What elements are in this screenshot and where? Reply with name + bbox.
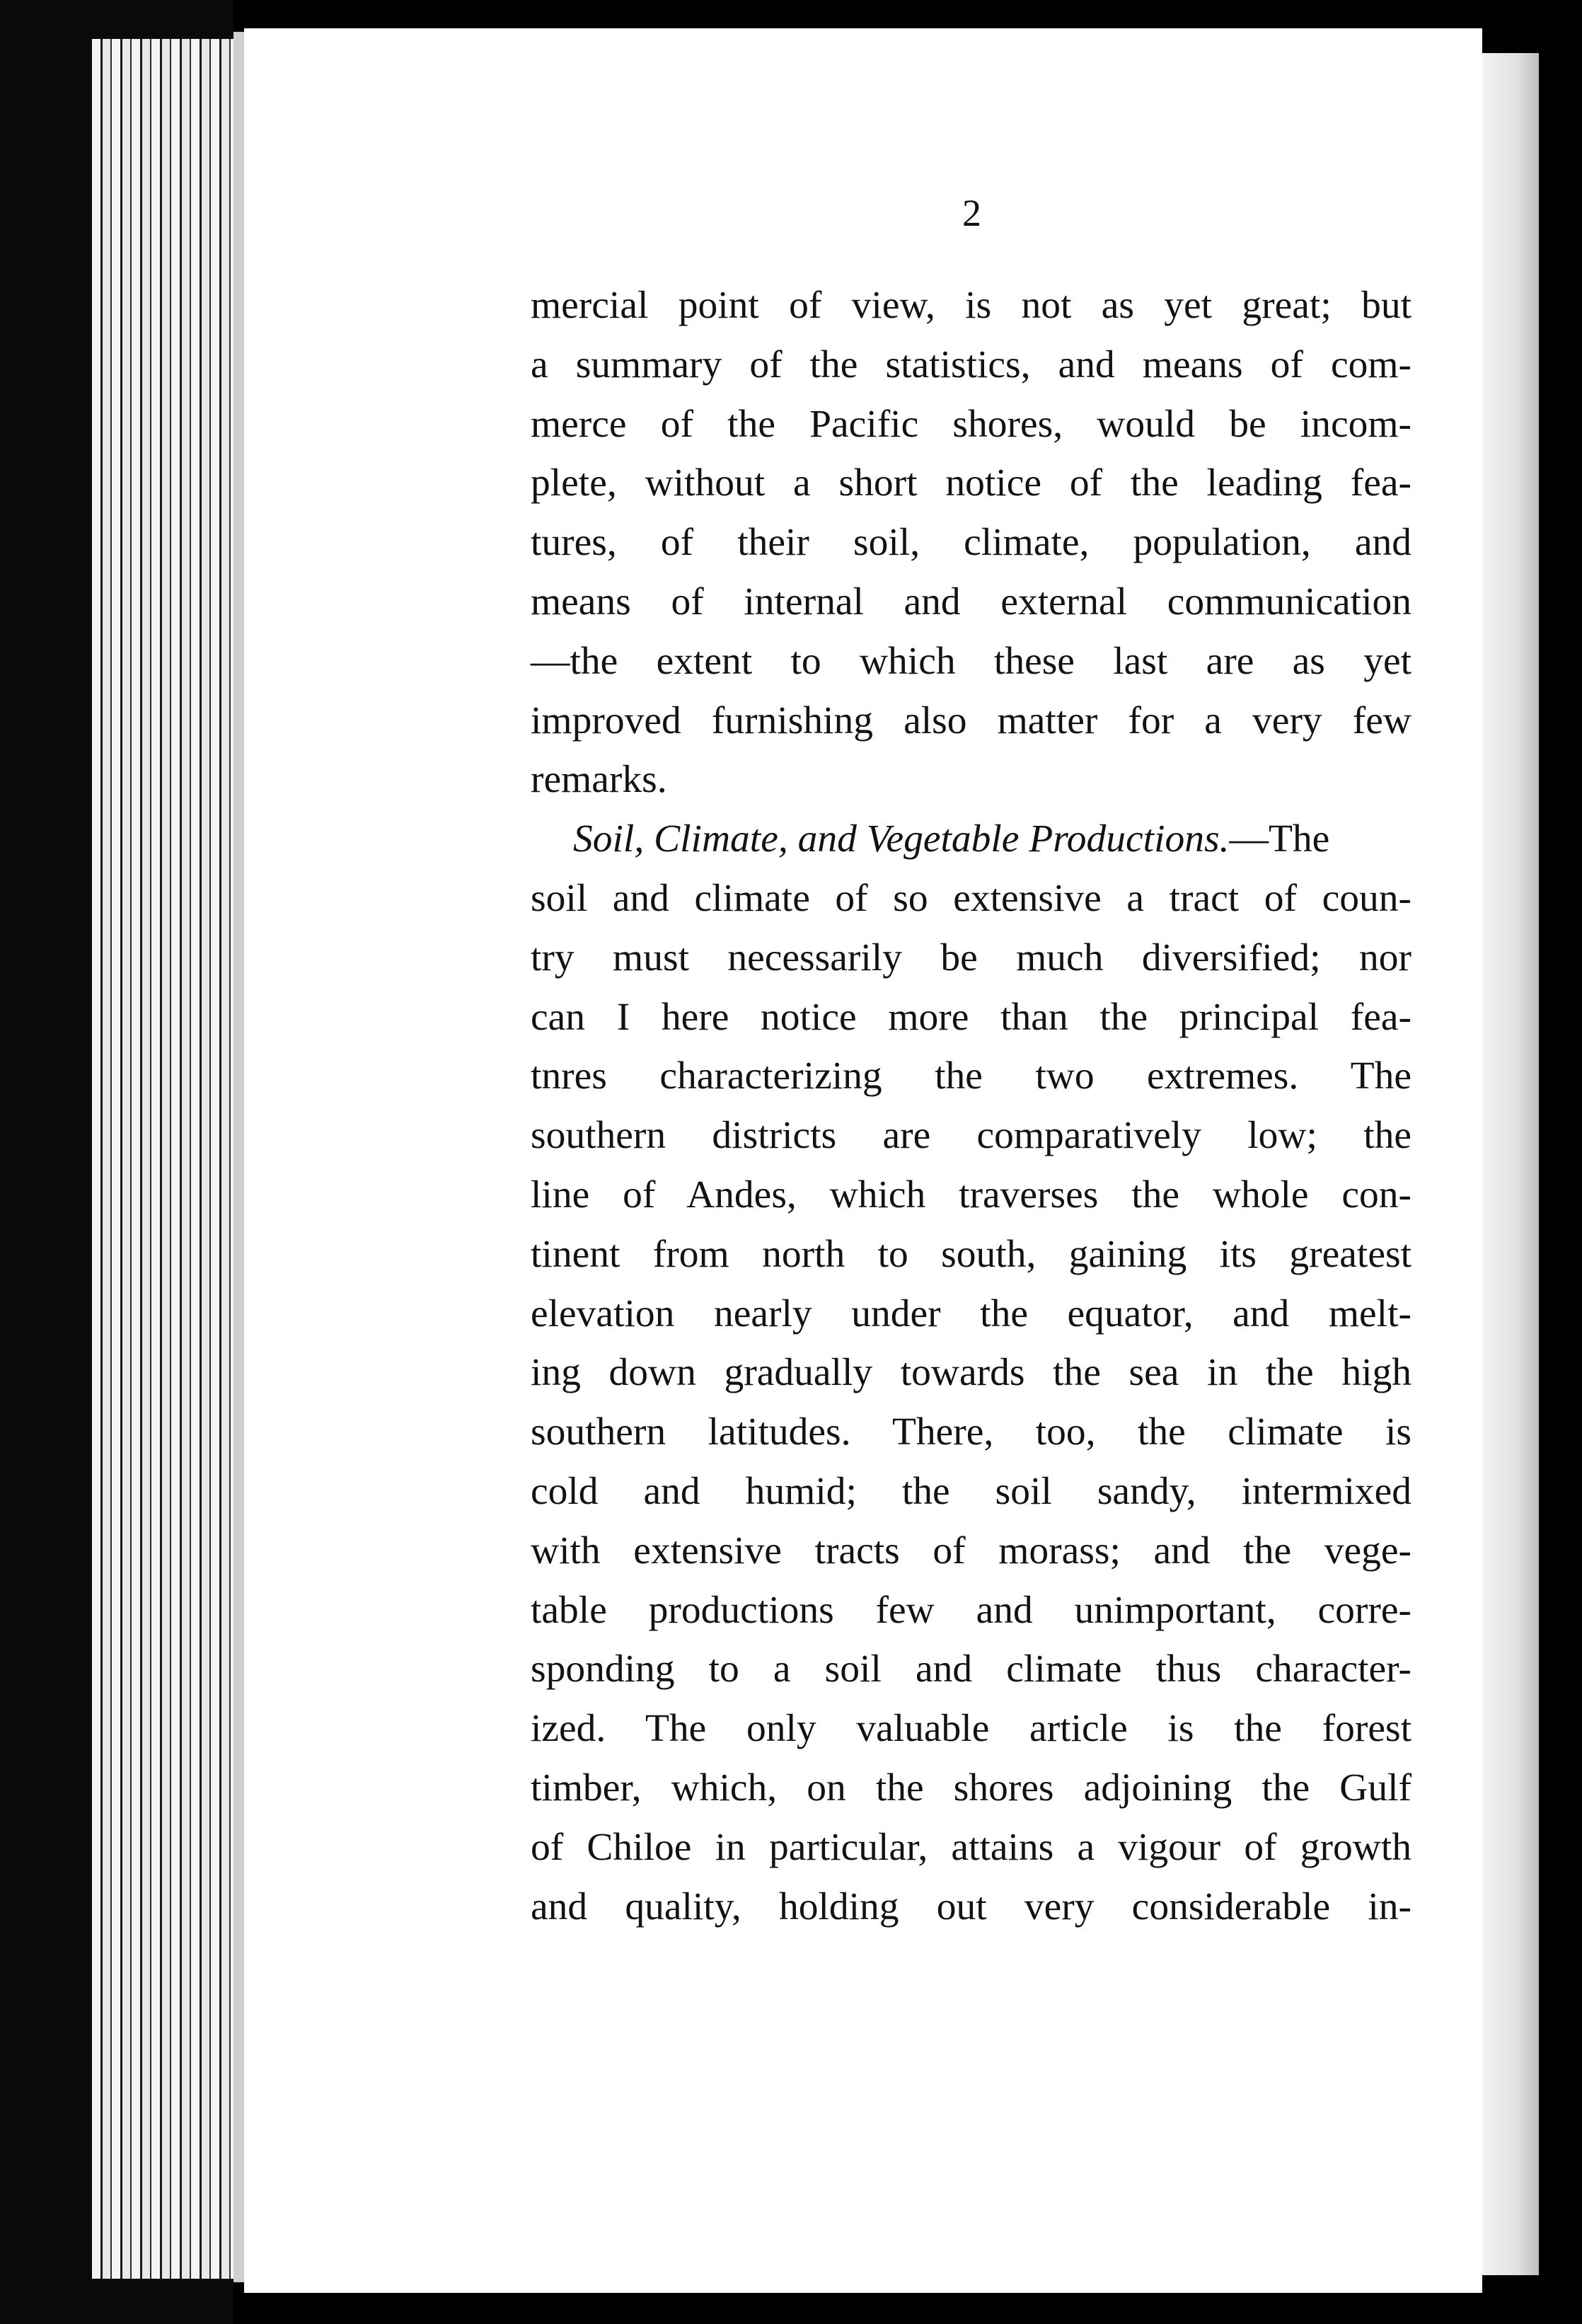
text-line: ing down gradually towards the sea in the high	[531, 1351, 1411, 1395]
section-heading-line	[531, 810, 1411, 869]
text-line: tinent from north to south, gaining its greatest	[531, 1232, 1411, 1276]
text-line: can I here notice more than the principal fea-	[531, 995, 1411, 1039]
text-line: —the extent to which these last are as yet	[531, 639, 1411, 683]
text-line: and quality, holding out very considerable in-	[531, 1885, 1411, 1928]
text-line: plete, without a short notice of the leading fea-	[531, 461, 1411, 505]
text-line: with extensive tracts of morass; and the vege-	[531, 1529, 1411, 1572]
text-line: soil and climate of so extensive a tract of coun-	[531, 876, 1411, 920]
next-page-edge	[1482, 53, 1539, 2275]
text-line: improved furnishing also matter for a very few	[531, 698, 1411, 742]
text-line: ized. The only valuable article is the forest	[531, 1707, 1411, 1751]
text-line: sponding to a soil and climate thus character-	[531, 1647, 1411, 1691]
text-line: merce of the Pacific shores, would be incom-	[531, 402, 1411, 446]
page-number: 2	[962, 192, 981, 234]
text-line: elevation nearly under the equator, and melt-	[531, 1292, 1411, 1335]
section-heading: Soil, Climate, and Vegetable Productions.	[573, 817, 1230, 861]
text-line: line of Andes, which traverses the whole con-	[531, 1173, 1411, 1216]
page-text	[531, 276, 1411, 1936]
text-line: cold and humid; the soil sandy, intermixed	[531, 1469, 1411, 1513]
text-line: timber, which, on the shores adjoining the Gulf	[531, 1766, 1411, 1810]
text-line: of Chiloe in particular, attains a vigour of growth	[531, 1825, 1411, 1869]
text-line: table productions few and unimportant, corre-	[531, 1588, 1411, 1632]
heading-continuation: —The	[1229, 817, 1330, 861]
text-line: remarks.	[531, 758, 667, 802]
text-line: means of internal and external communication	[531, 580, 1411, 623]
text-line: southern latitudes. There, too, the climate is	[531, 1410, 1411, 1454]
text-line: southern districts are comparatively low; the	[531, 1114, 1411, 1158]
stacked-page-edges	[92, 39, 237, 2279]
text-line: try must necessarily be much diversified; nor	[531, 936, 1411, 979]
text-line: tures, of their soil, climate, population, and	[531, 521, 1411, 565]
text-line: tnres characterizing the two extremes. The	[531, 1054, 1411, 1098]
text-line: mercial point of view, is not as yet great; but	[531, 284, 1411, 327]
text-line: a summary of the statistics, and means of com-	[531, 343, 1411, 386]
